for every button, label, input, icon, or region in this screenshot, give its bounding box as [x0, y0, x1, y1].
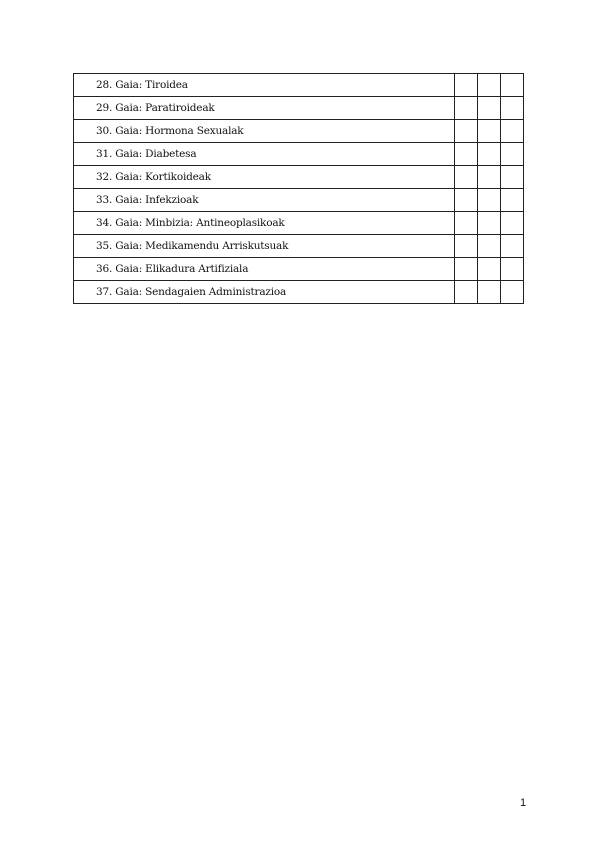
checkbox-cell[interactable]: [500, 166, 523, 189]
checkbox-cell[interactable]: [477, 120, 500, 143]
table-row: [74, 166, 524, 189]
table-row: [74, 258, 524, 281]
checkbox-cell[interactable]: [477, 166, 500, 189]
topic-label: 36. Gaia: Elikadura Artifiziala: [74, 258, 455, 281]
table-row: [74, 189, 524, 212]
checkbox-cell[interactable]: [500, 281, 523, 304]
checkbox-cell[interactable]: [500, 258, 523, 281]
checkbox-cell[interactable]: [454, 143, 477, 166]
table-row: [74, 74, 524, 97]
topic-label: 29. Gaia: Paratiroideak: [74, 97, 455, 120]
checkbox-cell[interactable]: [500, 74, 523, 97]
checkbox-cell[interactable]: [500, 189, 523, 212]
checkbox-cell[interactable]: [500, 212, 523, 235]
topics-table: [73, 73, 524, 304]
checkbox-cell[interactable]: [500, 97, 523, 120]
table-row: [74, 281, 524, 304]
page-number: 1: [519, 797, 527, 809]
checkbox-cell[interactable]: [477, 74, 500, 97]
checkbox-cell[interactable]: [477, 258, 500, 281]
checkbox-cell[interactable]: [454, 97, 477, 120]
checkbox-cell[interactable]: [454, 235, 477, 258]
topic-label: 37. Gaia: Sendagaien Administrazioa: [74, 281, 455, 304]
checkbox-cell[interactable]: [477, 143, 500, 166]
checkbox-cell[interactable]: [454, 212, 477, 235]
table-row: [74, 120, 524, 143]
checkbox-cell[interactable]: [477, 97, 500, 120]
checkbox-cell[interactable]: [454, 74, 477, 97]
topic-label: 32. Gaia: Kortikoideak: [74, 166, 455, 189]
topic-label: 35. Gaia: Medikamendu Arriskutsuak: [74, 235, 455, 258]
checkbox-cell[interactable]: [477, 212, 500, 235]
checkbox-cell[interactable]: [454, 166, 477, 189]
checkbox-cell[interactable]: [454, 189, 477, 212]
topic-label: 34. Gaia: Minbizia: Antineoplasikoak: [74, 212, 455, 235]
topic-label: 28. Gaia: Tiroidea: [74, 74, 455, 97]
table-row: [74, 97, 524, 120]
checkbox-cell[interactable]: [477, 189, 500, 212]
checkbox-cell[interactable]: [500, 143, 523, 166]
table-row: [74, 235, 524, 258]
topic-label: 33. Gaia: Infekzioak: [74, 189, 455, 212]
checkbox-cell[interactable]: [477, 281, 500, 304]
checkbox-cell[interactable]: [454, 258, 477, 281]
topic-label: 30. Gaia: Hormona Sexualak: [74, 120, 455, 143]
checkbox-cell[interactable]: [454, 120, 477, 143]
topic-label: 31. Gaia: Diabetesa: [74, 143, 455, 166]
checkbox-cell[interactable]: [454, 281, 477, 304]
checkbox-cell[interactable]: [500, 235, 523, 258]
table-row: [74, 143, 524, 166]
checkbox-cell[interactable]: [500, 120, 523, 143]
checkbox-cell[interactable]: [477, 235, 500, 258]
table-row: [74, 212, 524, 235]
